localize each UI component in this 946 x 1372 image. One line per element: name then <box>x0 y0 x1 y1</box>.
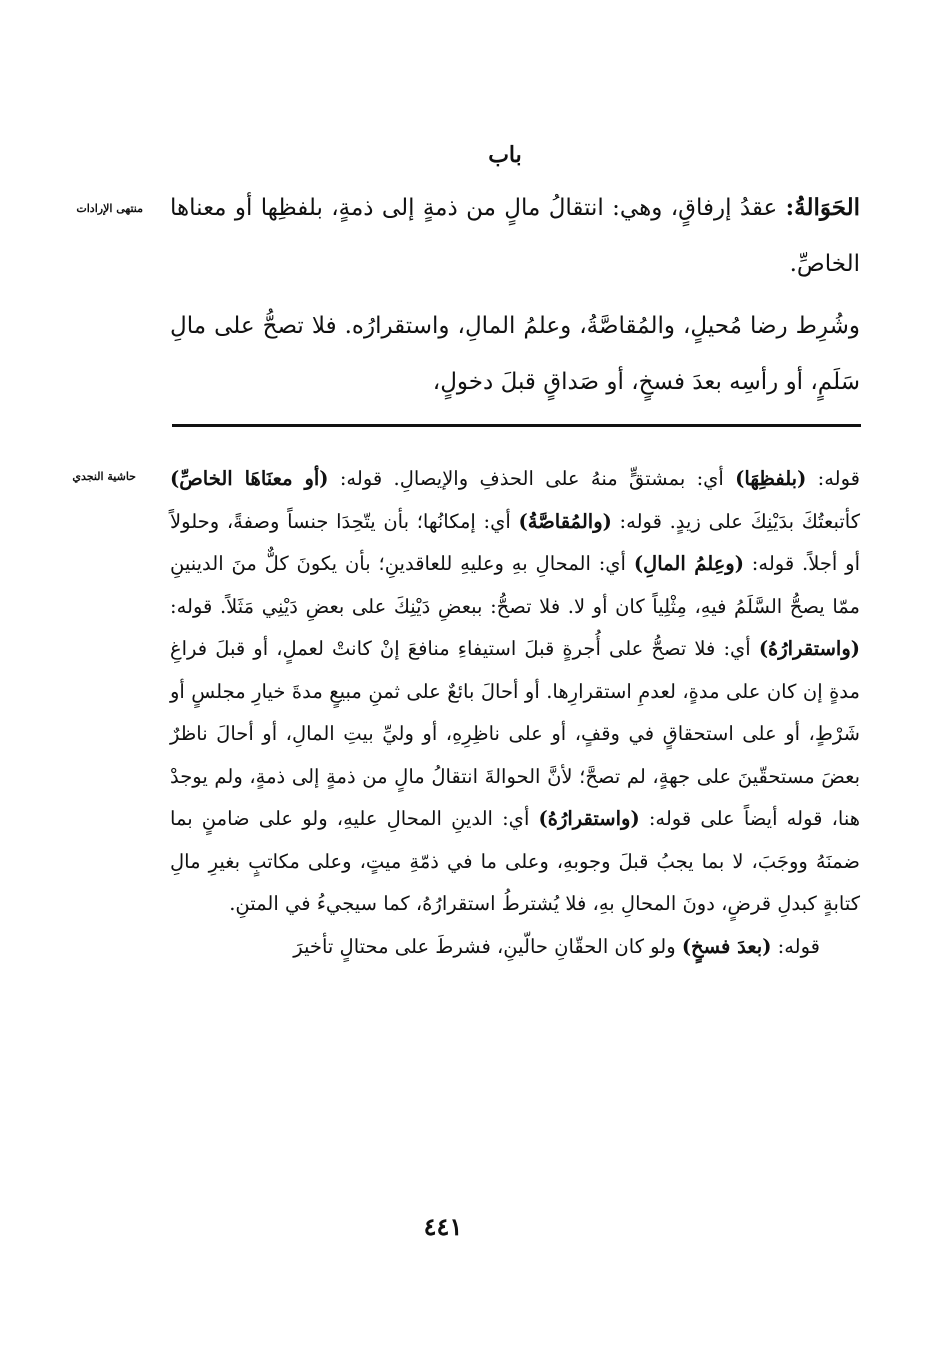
commentary-text-run: كأتبعتُكَ بدَيْنِكَ على زيدٍ. قوله: <box>611 509 860 533</box>
quoted-phrase: (وعِلمُ المالِ) <box>633 552 744 575</box>
main-paragraph-1-text: عقدُ إرفاقٍ، وهي: انتقالُ مالٍ من ذمةٍ إلى ذمةٍ، بلفظِها أو معناها الخاصِّ. <box>170 195 860 277</box>
commentary-paragraph-2 <box>170 926 860 969</box>
commentary-paragraph-1 <box>170 458 860 926</box>
main-text <box>170 180 860 410</box>
commentary-text <box>170 458 860 968</box>
quoted-phrase: (أو معنَاهَا الخاصِّ) <box>170 467 329 490</box>
commentary-text-run: قوله: <box>806 467 861 490</box>
source-label-matn: منتهى الإرادات <box>76 202 143 215</box>
quoted-phrase: (والمُقاصَّةُ) <box>518 509 612 533</box>
chapter-heading: باب <box>488 142 522 168</box>
quoted-phrase: (بلفظِهَا) <box>735 467 807 490</box>
section-divider <box>172 424 861 427</box>
commentary-text-run: ولو كان الحقّانِ حالّينِ، فشرطَ على محتالٍ تأخيرَ <box>293 934 682 958</box>
commentary-text-run: أي: الدينِ المحالِ عليهِ، ولو على ضامنٍ بما ضمنَهُ ووجَبَ، لا بما يجبُ قبلَ وجوبهِ، وعلى ما في ذمّةِ ميتٍ، وعلى مكاتبٍ بغيرِ مالِ كتابةٍ كبدلِ قرضٍ، دونَ المحالِ بهِ، فلا يُشترطُ استقرارُهُ، كما سيجيءُ في المتنِ. <box>170 807 860 915</box>
commentary-text-run: أي: بمشتقٍّ منهُ على الحذفِ والإيصالِ. قوله: <box>328 467 736 490</box>
main-paragraph-1 <box>170 180 860 292</box>
commentary-text-run: أي: المحالِ بهِ وعليهِ للعاقدينِ؛ بأن يكونَ كلٌّ منَ الدينينِ ممّا يصحُّ السَّلَمُ فيهِ، مِثْلِياً كان أو لا. فلا تصحُّ: ببعضِ دَيْنِكَ على بعضِ دَيْنِي مَثَلاً. قوله: <box>170 552 860 618</box>
page-number: ٤٤١ <box>423 1212 463 1241</box>
quoted-phrase: (بعدَ فسخٍ) <box>681 934 772 958</box>
main-paragraph-2: وشُرِط رضا مُحيلٍ، والمُقاصَّةُ، وعلمُ المالِ، واستقرارُه. فلا تصحُّ على مالِ سَلَمٍ، أو رأسِه بعدَ فسخٍ، أو صَداقٍ قبلَ دخولٍ، <box>170 313 860 395</box>
source-label-hashiya: حاشية النجدي <box>72 470 136 483</box>
defined-term: الحَوَالةُ: <box>785 194 860 221</box>
commentary-text-run: أي: إمكانُها؛ بأن يتّحِدَا جنساً وصفةً، وحلولاً أو أجلاً. قوله: <box>170 509 860 575</box>
commentary-text-run: أي: فلا تصحُّ على أُجرةٍ قبلَ استيفاءِ منافعَ إنْ كانتْ لعملٍ، أو قبلَ فراغِ مدةٍ إن كان على مدةٍ، لعدمِ استقرارِها. أو أحالَ بائعٌ على ثمنِ مبيعٍ مدةَ خيارِ مجلسٍ أو شَرْطٍ، أو على استحقاقٍ في وقفٍ، أو على ناظِرِهِ، أو وليِّ بيتِ المالِ، أو أحالَ ناظرٌ بعضَ مستحقّينَ على جهةٍ، لم تصحَّ؛ لأنَّ الحوالةَ انتقالُ مالٍ من ذمةٍ إلى ذمةٍ، ولم يوجدْ هنا، قوله أيضاً على قوله: <box>170 637 861 830</box>
quoted-phrase: (واستقرارُهُ) <box>758 637 860 660</box>
commentary-text-run: قوله: <box>771 934 820 958</box>
quoted-phrase: (واستقرارُهُ) <box>538 807 640 830</box>
